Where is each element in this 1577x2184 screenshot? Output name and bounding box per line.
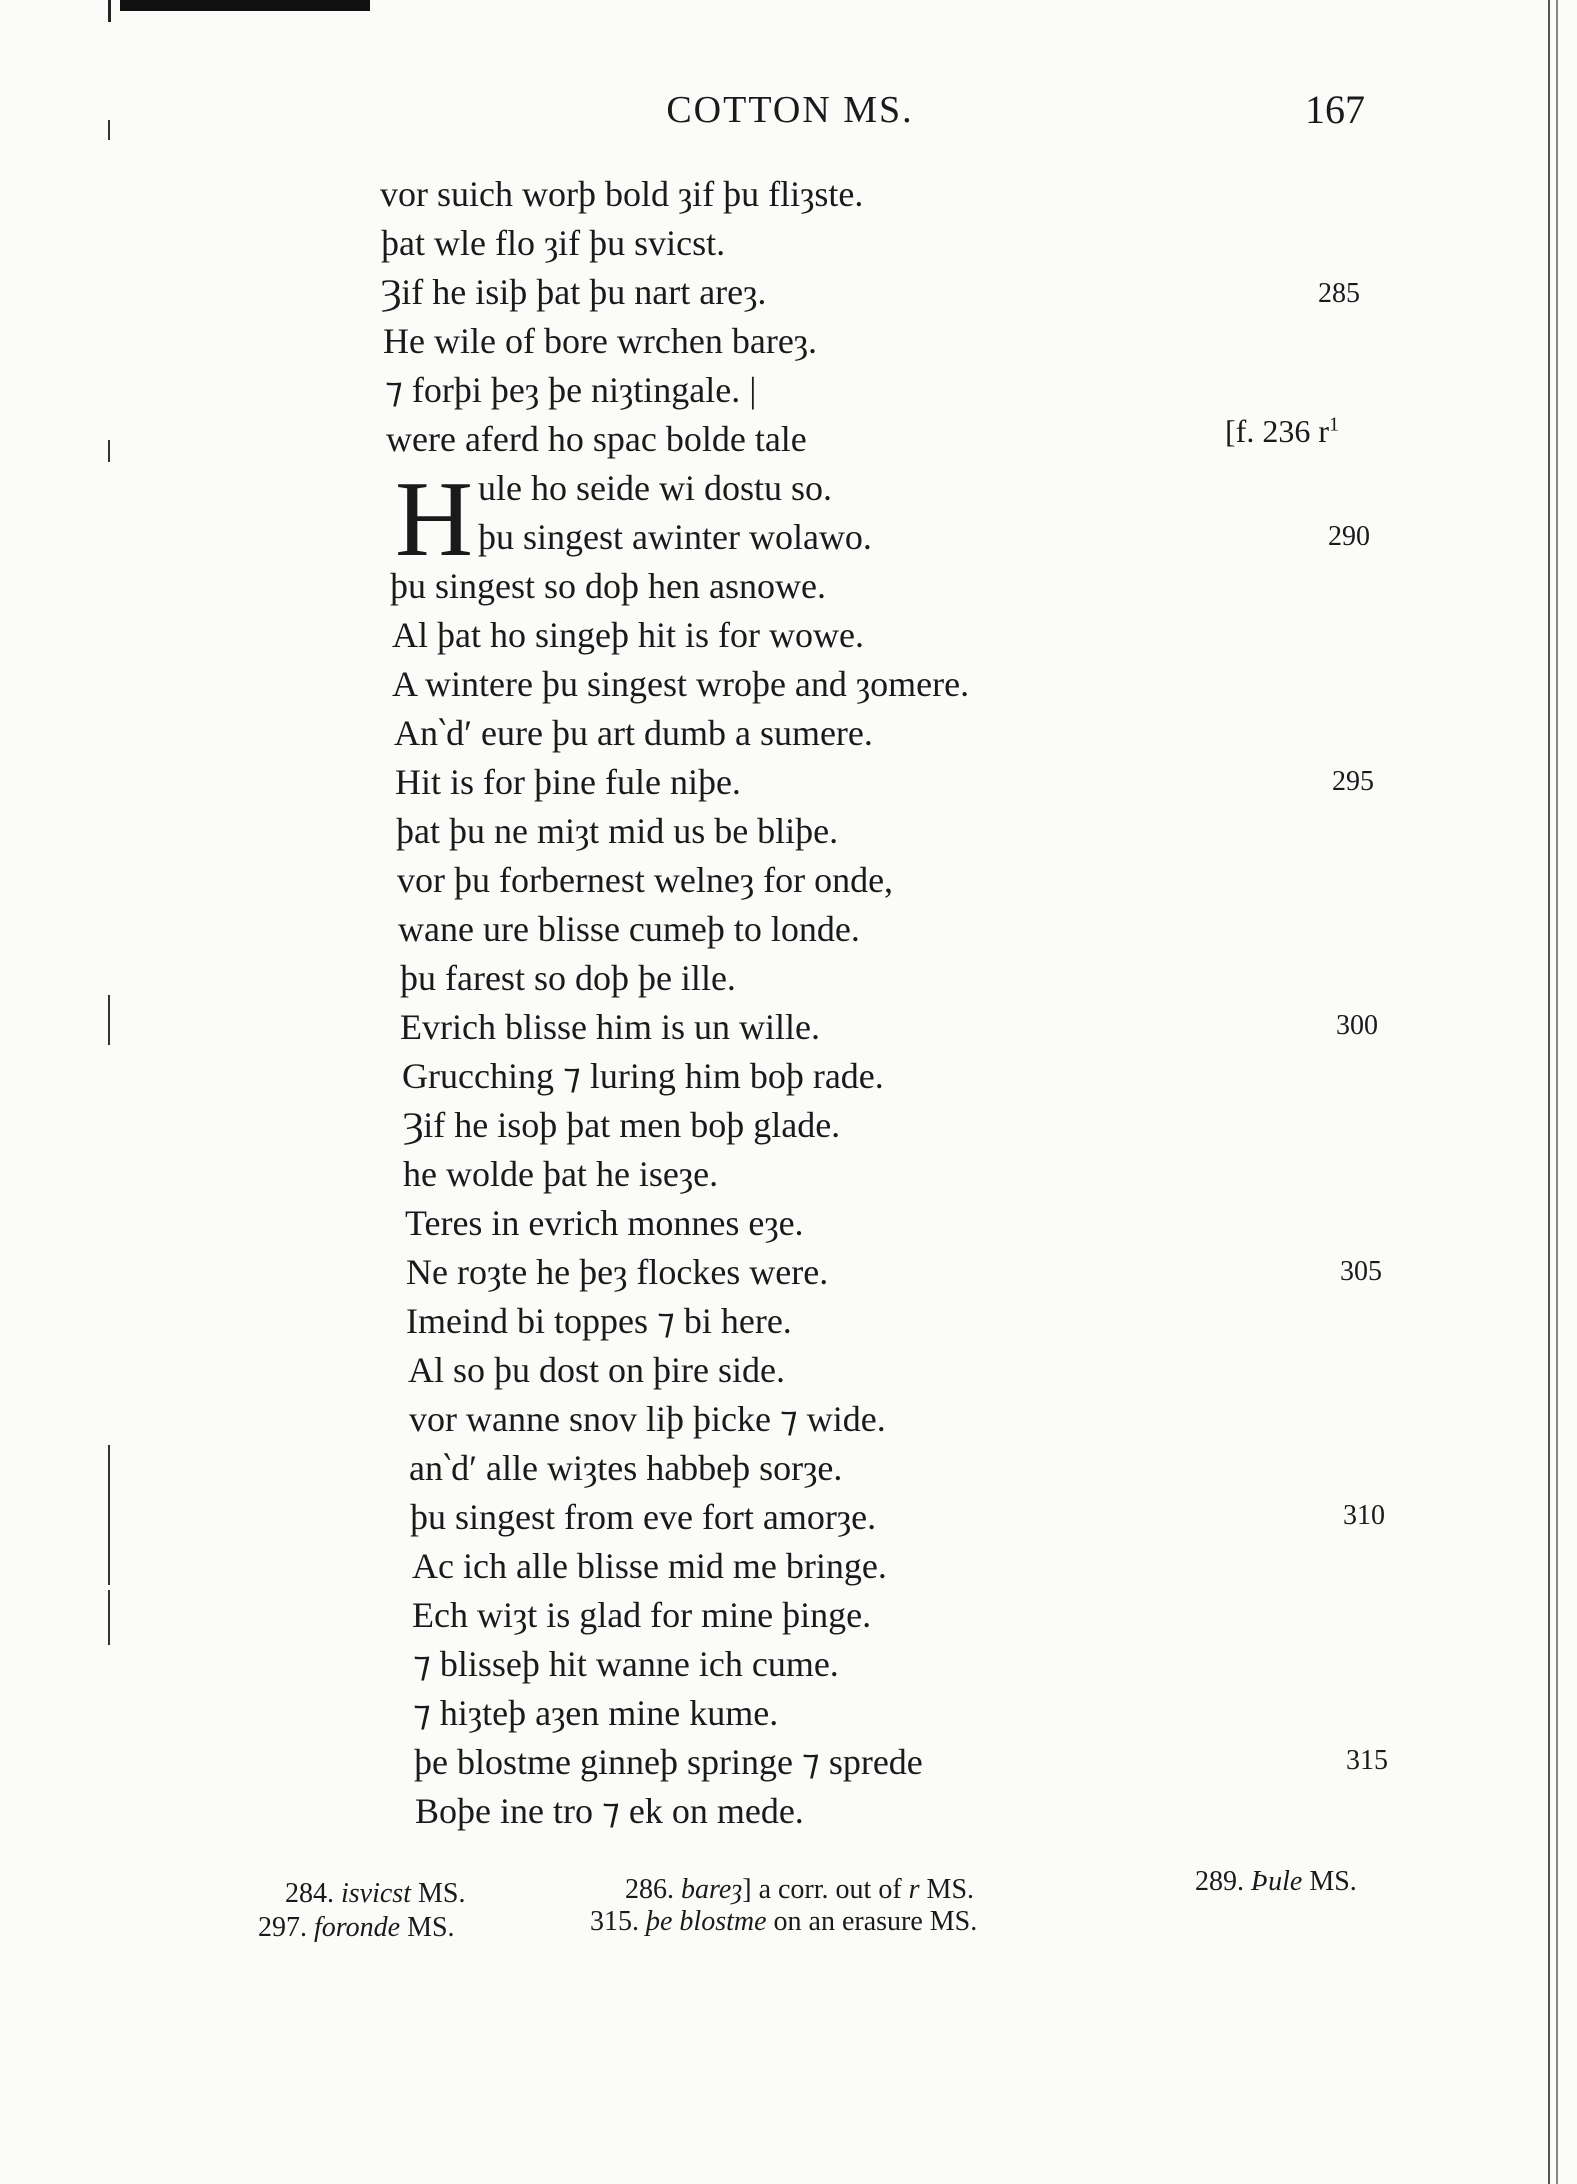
footnote-number: 315. <box>590 1906 639 1937</box>
poem-line: Teres in evrich monnes eȝe. <box>405 1203 804 1243</box>
poem-line: ⁊ hiȝteþ aȝen mine kume. <box>413 1693 779 1733</box>
poem-line: Imeind bi toppes ⁊ bi here. <box>406 1301 792 1341</box>
line-number: 310 <box>1343 1500 1385 1531</box>
poem-line: Ac ich alle blisse mid me bringe. <box>412 1546 887 1586</box>
footnote-letter: r <box>908 1874 920 1905</box>
footnote-text: MS. <box>407 1912 455 1943</box>
binding-shadow-line <box>1548 0 1550 2184</box>
folio-reference-superscript: 1 <box>1328 413 1339 436</box>
binding-shadow-line-2 <box>1556 0 1558 2184</box>
poem-line: vor þu forbernest welneȝ for onde, <box>397 860 894 900</box>
poem-line: þe blostme ginneþ springe ⁊ sprede <box>414 1742 923 1782</box>
line-number: 315 <box>1346 1745 1388 1776</box>
footnote-word: foronde <box>314 1912 401 1943</box>
poem-line: wane ure blisse cumeþ to londe. <box>398 909 860 949</box>
footnote-number: 297. <box>258 1912 307 1943</box>
poem-line: he wolde þat he iseȝe. <box>403 1154 719 1194</box>
gutter-mark <box>108 1445 110 1585</box>
line-number: 305 <box>1340 1256 1382 1287</box>
poem-line: Ȝif he isoþ þat men boþ glade. <box>403 1105 841 1145</box>
poem-line: Hit is for þine fule niþe. <box>395 762 741 802</box>
poem-line: þat þu ne miȝt mid us be bliþe. <box>396 811 839 851</box>
poem-line: Al so þu dost on þire side. <box>408 1350 785 1390</box>
poem-line: vor suich worþ bold ȝif þu fliȝste. <box>380 174 864 214</box>
poem-line: þat wle flo ȝif þu svicst. <box>381 223 726 263</box>
footnote-word: isvicst <box>341 1878 411 1909</box>
top-edge-rule <box>120 0 370 11</box>
gutter-mark <box>108 995 110 1045</box>
line-number: 295 <box>1332 766 1374 797</box>
footnote-word: bareȝ <box>681 1874 743 1905</box>
poem-line: an‵d′ alle wiȝtes habbeþ sorȝe. <box>409 1448 843 1488</box>
footnote-text: ] a corr. out of <box>742 1874 902 1905</box>
footnote-315 <box>590 1906 977 1938</box>
poem-line: þu singest so doþ hen asnowe. <box>390 566 826 606</box>
line-number: 290 <box>1328 521 1370 552</box>
footnote-word: Þule <box>1251 1866 1303 1897</box>
poem-line: Boþe ine tro ⁊ ek on mede. <box>415 1791 804 1831</box>
top-edge-tick <box>108 0 111 22</box>
gutter-mark <box>108 120 110 140</box>
poem-line: Evrich blisse him is un wille. <box>400 1007 820 1047</box>
poem-line: An‵d′ eure þu art dumb a sumere. <box>394 713 873 753</box>
gutter-mark <box>108 1590 110 1645</box>
folio-reference-text: [f. 236 r <box>1225 413 1329 449</box>
poem-line: Grucching ⁊ luring him boþ rade. <box>402 1056 884 1096</box>
poem-line: þu farest so doþ þe ille. <box>400 958 736 998</box>
poem-line: Ȝif he isiþ þat þu nart areȝ. <box>381 272 767 312</box>
line-number: 285 <box>1318 278 1360 309</box>
footnote-text: MS. <box>1309 1866 1357 1897</box>
poem-line: vor wanne snov liþ þicke ⁊ wide. <box>409 1399 886 1439</box>
footnote-word: þe blostme <box>646 1906 767 1937</box>
line-number: 300 <box>1336 1010 1378 1041</box>
gutter-mark <box>108 440 110 462</box>
footnote-284 <box>285 1878 465 1910</box>
footnote-number: 284. <box>285 1878 334 1909</box>
poem-line: þu singest from eve fort amorȝe. <box>410 1497 877 1537</box>
footnote-286 <box>625 1874 974 1906</box>
footnote-text: MS. <box>418 1878 466 1909</box>
poem-line: He wile of bore wrchen bareȝ. <box>383 321 818 361</box>
poem-line: ⁊ blisseþ hit wanne ich cume. <box>413 1644 839 1684</box>
poem-line: Ech wiȝt is glad for mine þinge. <box>412 1595 872 1635</box>
page-number: 167 <box>1305 87 1365 132</box>
poem-line: ule ho seide wi dostu so. <box>478 468 832 508</box>
poem-line: were aferd ho spac bolde tale <box>386 419 807 459</box>
footnote-number: 289. <box>1195 1866 1244 1897</box>
poem-line: Al þat ho singeþ hit is for wowe. <box>392 615 864 655</box>
footnote-289 <box>1195 1866 1357 1898</box>
poem-line: A wintere þu singest wroþe and ȝomere. <box>392 664 970 704</box>
poem-line: ⁊ forþi þeȝ þe niȝtingale. | <box>385 370 757 410</box>
footnote-text: MS. <box>926 1874 975 1905</box>
poem-line: þu singest awinter wolawo. <box>478 517 872 557</box>
running-header-title: COTTON MS. <box>666 89 914 131</box>
footnote-297 <box>258 1912 455 1944</box>
footnote-number: 286. <box>625 1874 674 1905</box>
drop-cap: H <box>395 460 473 579</box>
poem-line: Ne roȝte he þeȝ flockes were. <box>406 1252 829 1292</box>
folio-reference <box>1225 413 1339 450</box>
footnote-text: on an erasure MS. <box>773 1906 978 1937</box>
